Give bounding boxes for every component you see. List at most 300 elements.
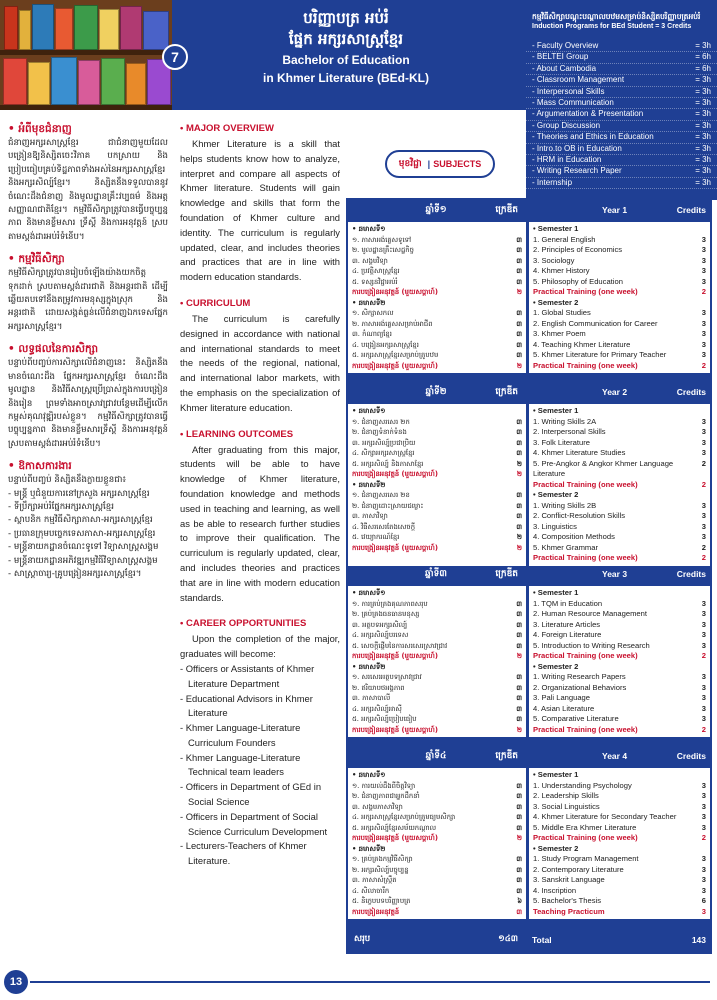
khmer-learning-outcomes [8, 342, 168, 451]
year-header-khmer [346, 198, 526, 222]
subject-row [533, 501, 706, 512]
subject-credits: 3 [701, 640, 706, 650]
subject-credits: 3 [701, 875, 706, 884]
subject-row [533, 417, 706, 428]
subject-credits: 3 [701, 672, 706, 681]
subject-name: 1. Study Program Management [533, 854, 639, 863]
semester-heading: • ឆមាសទី១ [352, 406, 522, 417]
curriculum-text: The curriculum is carefully designed in accordance with national and international standards to meet the needs of the regional, national, and international labor markets, with the emphasis on the specialization of Khmer literature education. [180, 312, 340, 413]
practical-training-row [352, 725, 522, 736]
subject-name: ៣. សង្គមភាសាវិទ្យា [352, 802, 403, 811]
subject-credits: 3 [701, 609, 706, 618]
induction-item-label: - Group Discussion [532, 120, 601, 130]
induction-programs-box [526, 0, 717, 200]
semester-heading: • Semester 1 [533, 588, 706, 599]
subject-name: 5. Introduction to Writing Research [533, 640, 650, 650]
credits-label-khmer: ក្រេឌីត [495, 568, 518, 579]
subject-row [352, 865, 522, 876]
subject-name: 2. Human Resource Management [533, 609, 647, 618]
subject-row [352, 532, 522, 543]
subject-name: 2. Principles of Economics [533, 245, 623, 254]
english-description-column [180, 122, 340, 869]
khmer-section-heading: • អំពីមុខជំនាញ [8, 122, 168, 137]
subject-name: ២. មូលដ្ឋានគ្រឹះសេដ្ឋកិច្ច [352, 246, 414, 254]
subject-credits: 2 [701, 479, 706, 489]
subject-credits: 3 [701, 801, 706, 811]
subject-name: ៤. ប្រវត្តិសាស្ត្រខ្មែរ [352, 267, 400, 275]
subject-credits: ២ [516, 361, 522, 370]
subject-name: 4. Teaching Khmer Literature [533, 339, 631, 349]
induction-item [526, 87, 717, 98]
subject-credits: 2 [701, 458, 706, 468]
practical-training-row [352, 361, 522, 372]
subject-row [352, 350, 522, 361]
subject-list-english [529, 404, 710, 566]
credits-label-khmer: ក្រេឌីត [495, 386, 518, 397]
practical-training-row [533, 725, 706, 736]
curriculum-heading: • CURRICULUM [180, 297, 340, 310]
book-spine [32, 4, 54, 50]
subject-name: ១. ការគ្រប់គ្រងគុណភាពសរុប [352, 599, 428, 608]
subject-row [533, 543, 706, 554]
career-item: - Officers in Department of Social Science Curriculum Development [180, 810, 340, 840]
subject-name: 2. Conflict-Resolution Skills [533, 511, 626, 520]
subject-credits: ៣ [516, 235, 522, 244]
subject-row [352, 501, 522, 512]
subject-credits: ៣ [516, 641, 522, 650]
subject-credits: 6 [701, 896, 706, 905]
subject-credits: 3 [701, 276, 706, 286]
year-label-english: Year 1 [602, 205, 628, 215]
khmer-career-item: - ទីប្រឹក្សាអប់រំផ្នែកអក្សរសាស្ត្រខ្មែរ [8, 501, 168, 514]
subject-credits: 2 [701, 833, 706, 842]
subject-row [533, 448, 706, 459]
subject-credits: ៣ [516, 319, 522, 328]
subject-credits: ៣ [516, 781, 522, 790]
year-block [346, 562, 712, 737]
practical-training-row [533, 361, 706, 372]
khmer-career-list [8, 488, 168, 582]
subject-credits: ៣ [516, 876, 522, 884]
credits-label-english: Credits [676, 205, 706, 215]
semester-heading: • Semester 1 [533, 224, 706, 235]
khmer-section-heading: • កម្មវិធីសិក្សា [8, 252, 168, 267]
subject-row [352, 693, 522, 704]
subject-credits: 3 [701, 812, 706, 821]
subject-credits: ៣ [516, 428, 522, 436]
subject-credits: 2 [701, 651, 706, 660]
subject-credits: 3 [701, 427, 706, 436]
induction-item [526, 75, 717, 86]
subject-credits: 3 [701, 416, 706, 426]
subject-row [533, 427, 706, 438]
subject-credits: ២ [516, 533, 522, 541]
year-header [346, 744, 712, 768]
year-header-english [526, 198, 712, 222]
book-spine [101, 58, 125, 105]
major-overview-text: Khmer Literature is a skill that helps students know how to analyze, interpret and compare all aspects of Khmer literature. Students will gain knowledge and skills that form the foundation of Khmer culture and identity. The curriculum is regularly updated, clear, and includes theories and practices that are in line with modern education standards. [180, 138, 340, 283]
induction-item-hours: = 3h [695, 166, 711, 176]
total-credits-bar [346, 926, 712, 954]
subject-name: 1. Global Studies [533, 308, 591, 317]
subject-row [533, 693, 706, 704]
induction-item-label: - BELTEI Group [532, 52, 589, 62]
subject-name: ៤. បង្រៀនអក្សរសាស្ត្រខ្មែរ [352, 340, 419, 349]
subject-row [533, 812, 706, 823]
subject-credits: ៣ [516, 865, 522, 874]
year-label-khmer: ឆ្នាំទី២ [425, 386, 447, 397]
title-english-line2: in Khmer Literature (BEd-KL) [262, 71, 429, 85]
subject-name: 5. Comparative Literature [533, 714, 619, 723]
subject-name: Teaching Practicum [533, 906, 605, 916]
subject-name: ការបង្រៀនអនុវត្តន៍ (មួយសប្តាហ៍) [352, 725, 438, 734]
khmer-major-overview [8, 122, 168, 244]
subject-credits: ២ [516, 543, 522, 552]
induction-item [526, 166, 717, 177]
practical-training-row [352, 907, 522, 918]
induction-item-hours: = 6h [695, 52, 711, 62]
practical-training-row [352, 469, 522, 480]
induction-item-label: - About Cambodia [532, 63, 597, 73]
subject-name: ៣. ភាសាបាលី [352, 694, 391, 702]
book-spine [74, 5, 98, 50]
subject-name: Practical Training (one week) [533, 360, 638, 370]
khmer-career-item: - មន្ត្រីនាយកដ្ឋានអភិវឌ្ឍកម្មវិធីវិទ្យាសាស្ត្រសង្គម [8, 555, 168, 568]
subject-credits: 2 [701, 287, 706, 296]
career-opportunities-intro: Upon the completion of the major, graduates will become: [180, 633, 340, 660]
subject-name: 2. Interpersonal Skills [533, 427, 606, 436]
khmer-section-text: បន្ទាប់ពីបញ្ចប់ការសិក្សាលើជំនាញនេះ និស្សិតនឹងមានចំណេះដឹង ផ្នែកអក្សរសាស្ត្រខ្មែរ ចំណេះដឹងមូលដ្ឋាន និងវិធីសាស្ត្រប្រើប្រាស់ក្នុងការបង្រៀន និងរៀន ព្រមទាំងអាចស្រាវជ្រាវបន្ថែមដើម្បីលើកកម្ពស់គុណវុឌ្ឍិរបស់ខ្លួន។ កម្មវិធីសិក្សាត្រូវបានធ្វើបច្ចុប្បន្នភាព និងមានខ្លឹមសារទ្រឹស្ដី និងការអនុវត្តន៍ស្របតាមស្តង់ដារអប់រំទំនើប។ [8, 358, 168, 449]
subject-credits: ៣ [516, 683, 522, 692]
subject-name: 5. Bachelor's Thesis [533, 896, 601, 905]
subject-row [533, 599, 706, 610]
induction-item-hours: = 3h [695, 86, 711, 96]
subject-row [352, 522, 522, 533]
subject-row [352, 329, 522, 340]
subject-credits: 3 [701, 437, 706, 447]
year-label-khmer: ឆ្នាំទី៣ [425, 568, 447, 579]
year-header [346, 562, 712, 586]
subject-name: ១. ភាសាអង់គ្លេសទូទៅ [352, 235, 412, 244]
book-spine [28, 62, 50, 105]
subject-credits: 2 [701, 360, 706, 370]
subject-row [352, 875, 522, 886]
book-spine [55, 8, 73, 50]
subject-name: ៤. អក្សរសិល្ប៍អាស៊ី [352, 704, 402, 713]
book-spine [78, 60, 100, 105]
year-header-khmer [346, 744, 526, 768]
khmer-career-opportunities [8, 459, 168, 581]
practical-training-row [533, 907, 706, 918]
page-number: 13 [4, 970, 28, 994]
subject-credits: 3 [701, 598, 706, 608]
subject-name: 3. Sociology [533, 255, 575, 265]
subject-name: 4. Khmer History [533, 266, 590, 275]
subject-row [533, 308, 706, 319]
subject-row [533, 532, 706, 543]
subject-row [533, 350, 706, 361]
learning-outcomes-heading: • LEARNING OUTCOMES [180, 428, 340, 441]
subject-credits: ៣ [516, 417, 522, 426]
khmer-career-item: - សាស្ត្រាចារ្យ-គ្រូបង្រៀនអក្សរសាស្ត្រខ្មែរ។ [8, 568, 168, 581]
subject-row [533, 704, 706, 715]
subject-row [352, 448, 522, 459]
subject-row [533, 781, 706, 792]
subject-row [533, 875, 706, 886]
subject-credits: ២ [516, 725, 522, 734]
subject-name: 1. Writing Research Papers [533, 672, 626, 681]
subject-credits: ៣ [516, 246, 522, 254]
subject-name: ៤. អក្សរសិល្ប៍បរទេស [352, 631, 409, 639]
subject-credits: ៣ [516, 673, 522, 681]
subject-row [352, 459, 522, 470]
subject-name: 2. Contemporary Literature [533, 864, 624, 874]
induction-heading [526, 0, 717, 35]
subject-row [352, 277, 522, 288]
khmer-section-heading: • លទ្ធផលនៃការសិក្សា [8, 342, 168, 357]
subject-credits: 3 [701, 630, 706, 639]
subject-name: 3. Sanskrit Language [533, 875, 605, 884]
practical-training-row [352, 651, 522, 662]
subject-credits: ៣ [516, 704, 522, 713]
year-header [346, 198, 712, 222]
subject-list-english [529, 768, 710, 919]
subject-credits: ៣ [516, 792, 522, 800]
subject-row [533, 609, 706, 620]
subject-name: ១. ជំនាញសរសេរ ២ខ [352, 491, 410, 499]
book-spine [99, 9, 119, 50]
subject-credits: 3 [701, 350, 706, 359]
year-header-english [526, 744, 712, 768]
credits-label-english: Credits [676, 569, 706, 579]
subject-credits: ៣ [516, 267, 522, 275]
subject-name: ១. សរសេរអត្ថបទស្រាវជ្រាវ [352, 673, 422, 681]
year-body [346, 404, 712, 566]
induction-heading-khmer: កម្មវិធីសិក្សាបណ្ដុះបណ្ដាលបឋមសម្រាប់និស្សិតបរិញ្ញាបត្រអប់រំ [532, 12, 701, 21]
semester-heading: • ឆមាសទី១ [352, 770, 522, 781]
career-opportunities-heading: • CAREER OPPORTUNITIES [180, 617, 340, 630]
subject-name: 3. Khmer Poem [533, 329, 586, 338]
subject-name: ៣. អត្ថបទអក្សរសិល្ប៍ [352, 620, 408, 629]
subject-list-khmer [348, 768, 526, 919]
subject-list-english [529, 586, 710, 737]
total-value-english: 143 [691, 935, 706, 945]
subject-name: 4. Composition Methods [533, 532, 615, 541]
subject-name: ២. ឥរិយាបថអង្គភាព [352, 683, 405, 692]
induction-item-hours: = 3h [695, 75, 711, 85]
subject-name: ៥. អក្សរសិល្ប៍ខ្មែរសម័យកណ្ដាល [352, 823, 437, 832]
career-item: - Khmer Language-Literature Technical team leaders [180, 751, 340, 781]
subject-name: 3. Pali Language [533, 693, 591, 702]
subject-credits: ៣ [516, 631, 522, 639]
career-item: - Officers in Department of GEd in Social Science [180, 780, 340, 810]
subject-row [352, 630, 522, 641]
subject-name: ៥. អក្សរសិល្ប៍ប្រៀបធៀប [352, 715, 417, 723]
subject-name: 2. Leadership Skills [533, 791, 599, 800]
induction-item-hours: = 3h [695, 109, 711, 119]
subject-name: 1. TQM in Education [533, 598, 603, 608]
subject-credits: ៣ [516, 340, 522, 349]
subject-row [533, 522, 706, 533]
subject-credits: ២ [516, 459, 522, 468]
subject-credits: 3 [701, 255, 706, 265]
subject-row [352, 266, 522, 277]
subject-name: ៤. អក្សរសាស្ត្រខ្មែរសម្រាប់គ្រូមធ្យមសិក្សា [352, 813, 456, 821]
induction-item [526, 41, 717, 52]
subject-row [352, 319, 522, 330]
induction-item-label: - Theories and Ethics in Education [532, 132, 654, 142]
subject-credits: ៣ [516, 449, 522, 457]
induction-item-label: - Argumentation & Presentation [532, 109, 644, 119]
semester-heading: • Semester 2 [533, 844, 706, 855]
induction-item-hours: = 3h [695, 98, 711, 108]
subject-name: ២. ភាសាអង់គ្លេសសម្រាប់អាជីព [352, 319, 433, 328]
subject-name: ការបង្រៀនអនុវត្តន៍ (មួយសប្តាហ៍) [352, 543, 438, 552]
subject-row [352, 340, 522, 351]
practical-training-row [533, 480, 706, 491]
subject-credits: ៣ [516, 438, 522, 447]
subject-name: ៤. សិក្សាអក្សរសាស្ត្រខ្មែរ [352, 449, 415, 457]
subject-name: ៥. អក្សរសិល្ប៍ និងភាសាខ្មែរ [352, 459, 424, 468]
career-item: - Officers or Assistants of Khmer Literature Department [180, 662, 340, 692]
subject-row [533, 802, 706, 813]
subject-name: 1. Writing Skills 2A [533, 416, 597, 426]
subject-credits: 3 [701, 682, 706, 692]
subject-row [352, 256, 522, 267]
khmer-curriculum [8, 252, 168, 334]
subject-name: ៣. កំណាព្យខ្មែរ [352, 330, 392, 338]
book-spine [51, 57, 77, 105]
subject-credits: ៦ [517, 897, 522, 905]
subject-row [352, 781, 522, 792]
khmer-section-text: កម្មវិធីសិក្សាត្រូវបានរៀបចំឡើងយ៉ាងយកចិត្តទុកដាក់ ស្របតាមស្តង់ដារជាតិ និងអន្តរជាតិ ដើម្បីឆ្លើយតបទៅនឹងតម្រូវការមនុស្សក្នុងស្រុក និងអន្តរជាតិ ដោយសង្កត់ធ្ងន់លើជំនាញឯកទេសផ្នែកអក្សរសាស្ត្រខ្មែរ។ [8, 268, 168, 332]
year-body [346, 768, 712, 919]
learning-outcomes-text: After graduating from this major, students will be able to have knowledge of Khmer literature, foundation knowledge and methods used in teaching and learning, as well as be able to research further studies to improve their qualification. The curriculum is regularly updated, clear, and includes theories and practices that are in line with modern education standards. [180, 443, 340, 603]
subject-name: 2. English Communication for Career [533, 318, 658, 328]
subject-row [352, 609, 522, 620]
subject-credits: 3 [701, 339, 706, 349]
subject-credits: 3 [701, 234, 706, 244]
subject-row [533, 896, 706, 907]
subject-credits: 3 [701, 619, 706, 629]
book-spine [143, 11, 169, 50]
subject-row [533, 245, 706, 256]
subject-name: 3. Linguistics [533, 521, 577, 531]
subject-credits: 3 [701, 885, 706, 895]
semester-heading: • Semester 2 [533, 298, 706, 309]
subject-row [533, 329, 706, 340]
year-body [346, 586, 712, 737]
subject-credits: ៣ [516, 330, 522, 338]
subjects-label-khmer: មុខវិជ្ជា [398, 158, 422, 169]
practical-training-row [352, 287, 522, 298]
induction-item-label: - Internship [532, 177, 573, 187]
induction-item [526, 144, 717, 155]
semester-heading: • ឆមាសទី២ [352, 662, 522, 673]
subject-credits: 3 [701, 266, 706, 275]
induction-item-label: - Writing Research Paper [532, 166, 622, 176]
induction-list [526, 41, 717, 189]
subject-credits: 3 [701, 906, 706, 916]
program-title [196, 8, 496, 86]
subject-name: ២. ជំនាញភាពជាអ្នកដឹកនាំ [352, 792, 420, 800]
subject-name: 5. Pre-Angkor & Angkor Khmer Language Literature [533, 458, 674, 478]
subject-row [533, 319, 706, 330]
subject-credits: 3 [701, 780, 706, 790]
subject-row [533, 235, 706, 246]
subject-name: 3. Social Linguistics [533, 801, 600, 811]
subject-name: Practical Training (one week) [533, 724, 638, 734]
subject-credits: ៣ [516, 813, 522, 821]
subject-name: ៥. វេយ្យាករណ៍ខ្មែរ [352, 533, 400, 541]
subject-list-khmer [348, 404, 526, 566]
practical-training-row [533, 651, 706, 662]
khmer-career-item: - មន្ត្រីនាយកដ្ឋានចំណេះទូទៅ វិទ្យាសាស្ត្រសង្គម [8, 541, 168, 554]
subject-credits: ៣ [516, 351, 522, 359]
subject-credits: ៣ [516, 855, 522, 863]
subject-row [533, 340, 706, 351]
induction-item-hours: = 3h [695, 177, 711, 187]
total-khmer [346, 926, 526, 954]
subject-name: 5. Middle Era Khmer Literature [533, 822, 637, 832]
subject-row [533, 620, 706, 631]
career-item: - Educational Advisors in Khmer Literature [180, 692, 340, 722]
subject-credits: 3 [701, 822, 706, 832]
subject-name: 3. Literature Articles [533, 619, 601, 629]
subject-row [533, 459, 706, 480]
subject-name: ការបង្រៀនអនុវត្តន៍ (មួយសប្តាហ៍) [352, 288, 438, 296]
practical-training-row [352, 543, 522, 554]
semester-heading: • Semester 2 [533, 662, 706, 673]
practical-training-row [352, 833, 522, 844]
subject-credits: 2 [701, 542, 706, 552]
khmer-career-item: - ប្រធានក្រុមបច្ចេកទេសភាសា-អក្សរសាស្ត្រខ្មែរ [8, 528, 168, 541]
credits-label-khmer: ក្រេឌីត [495, 204, 518, 215]
subject-name: ការបង្រៀនអនុវត្តន៍ (មួយសប្តាហ៍) [352, 470, 438, 478]
subject-credits: 3 [701, 864, 706, 874]
book-spine [120, 6, 142, 50]
major-overview-heading: • MAJOR OVERVIEW [180, 122, 340, 135]
subject-row [352, 886, 522, 897]
practical-training-row [533, 833, 706, 844]
year-block [346, 198, 712, 373]
semester-heading: • Semester 1 [533, 406, 706, 417]
year-block [346, 380, 712, 566]
subject-row [352, 812, 522, 823]
induction-item-hours: = 3h [695, 155, 711, 165]
title-khmer-line2: ផ្នែក អក្សរសាស្ត្រខ្មែរ [288, 30, 404, 48]
year-block [346, 744, 712, 919]
year-header-english [526, 380, 712, 404]
induction-item [526, 155, 717, 166]
year-label-khmer: ឆ្នាំទី១ [425, 204, 447, 215]
khmer-section-text: ជំនាញអក្សរសាស្ត្រខ្មែរ ជាជំនាញមួយដែលបង្រៀនឱ្យនិស្សិតចេះវិភាគ បកស្រាយ និងប្រៀបធៀបគ្រប់ទិដ្ឋភាពទាំងអស់នៃអក្សរសាស្ត្រខ្មែរ និងអក្សរសិល្ប៍ខ្មែរ។ និស្សិតនឹងទទួលបាននូវចំណេះដឹងជំនាញ និងមូលដ្ឋានគ្រឹះវប្បធម៌ និងអត្តសញ្ញាណជាតិខ្មែរ។ កម្មវិធីសិក្សាត្រូវបានធ្វើបច្ចុប្បន្នភាព និងមានខ្លឹមសារ ទ្រឹស្ដី និងការអនុវត្តន៍ ស្របតាមស្តង់ដារអប់រំទំនើប។ [8, 138, 168, 242]
subject-credits: ៣ [516, 802, 522, 811]
subject-row [352, 599, 522, 610]
book-spine [3, 58, 27, 105]
subject-name: ការបង្រៀនអនុវត្តន៍ (មួយសប្តាហ៍) [352, 834, 438, 842]
subject-credits: 2 [701, 724, 706, 734]
induction-item-label: - Interpersonal Skills [532, 86, 605, 96]
subject-name: ១. ការយល់ដឹងពីចិត្តវិទ្យា [352, 781, 416, 790]
subject-name: ១. សិក្សាសកល [352, 309, 394, 317]
career-opportunities-list [180, 662, 340, 869]
subject-row [533, 865, 706, 876]
subject-credits: 3 [701, 714, 706, 723]
bookshelf-image [0, 0, 172, 110]
subject-name: ៣. ភាសាសំស្ក្រឹត [352, 876, 397, 884]
section-number-badge: 7 [162, 44, 188, 70]
